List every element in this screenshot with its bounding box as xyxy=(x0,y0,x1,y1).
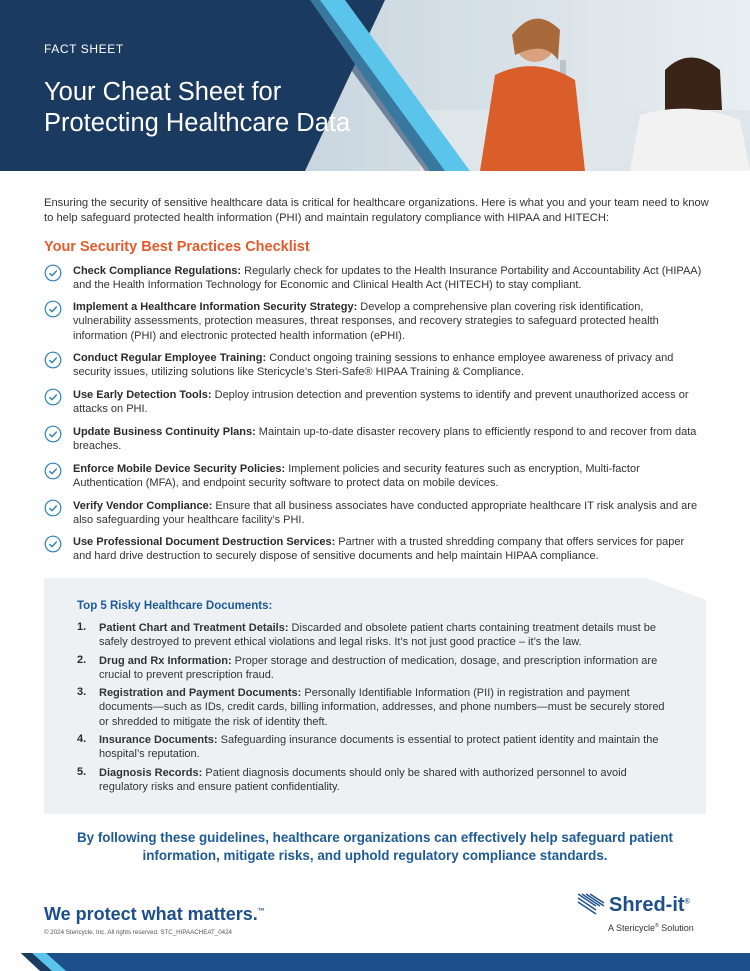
checklist-item-text xyxy=(73,499,704,528)
checklist-heading: Your Security Best Practices Checklist xyxy=(44,239,310,255)
risky-item-number: 3. xyxy=(77,686,87,698)
checklist-item-title: Implement a Healthcare Information Security Strategy: xyxy=(73,301,358,313)
check-circle-icon xyxy=(44,535,62,553)
check-circle-icon xyxy=(44,462,62,480)
copyright-notice: © 2024 Stericycle, Inc. All rights reserved. STC_HIPAACHEAT_0424 xyxy=(44,929,232,936)
checklist-item-text xyxy=(73,388,704,417)
checklist-item-title: Use Professional Document Destruction Services: xyxy=(73,536,336,548)
risky-documents-panel xyxy=(44,578,706,814)
risky-item-number: 1. xyxy=(77,621,87,633)
checklist-item-title: Verify Vendor Compliance: xyxy=(73,500,213,512)
checklist-item-text xyxy=(73,351,704,380)
risky-item-number: 2. xyxy=(77,654,87,666)
checklist-item-body: Implement policies and security features such as encryption, Multi-factor Authentication (MFA), and endpoint security software to protect data on mobile devices. xyxy=(73,463,640,490)
check-circle-icon xyxy=(44,300,62,318)
trademark-mark: ™ xyxy=(257,908,265,915)
risky-item-body: Safeguarding insurance documents is essential to protect patient identity and maintain the hospital’s reputation. xyxy=(99,734,659,761)
check-circle-icon xyxy=(44,388,62,406)
risky-item-body: Proper storage and destruction of medication, dosage, and prescription information are crucial to prevent prescription fraud. xyxy=(99,655,658,682)
check-circle-icon xyxy=(44,499,62,517)
checklist-item-body: Maintain up-to-date disaster recovery plans to efficiently respond to and recover from data breaches. xyxy=(73,426,697,453)
footer-stripe-bar xyxy=(0,953,750,971)
logo-subline xyxy=(608,923,694,933)
logo-sub-text: A Stericycle xyxy=(608,923,656,933)
logo-sub-text: Solution xyxy=(658,923,694,933)
checklist-item-title: Enforce Mobile Device Security Policies: xyxy=(73,463,286,475)
risky-item-number: 4. xyxy=(77,733,87,745)
footer-tagline xyxy=(44,904,265,925)
checklist-item-text xyxy=(73,264,704,293)
checklist-item-body: Develop a comprehensive plan covering risk identification, vulnerability assessments, protection measures, threat responses, and recovery strategies to safeguard protected health information (PHI) and electronic protected health information (ePHI). xyxy=(73,301,659,342)
checklist-item-text xyxy=(73,425,704,454)
check-circle-icon xyxy=(44,264,62,282)
check-circle-icon xyxy=(44,351,62,369)
checklist-item-title: Conduct Regular Employee Training: xyxy=(73,352,267,364)
checklist-item-body: Partner with a trusted shredding company that offers services for paper and hard drive destruction to securely dispose of sensitive documents and help maintain HIPAA compliance. xyxy=(73,536,685,563)
risky-documents-heading: Top 5 Risky Healthcare Documents: xyxy=(77,600,273,612)
registered-mark: ® xyxy=(655,923,659,929)
shred-it-logo xyxy=(576,890,716,940)
checklist-item-title: Check Compliance Regulations: xyxy=(73,265,242,277)
registered-mark: ® xyxy=(684,898,690,906)
check-circle-icon xyxy=(44,425,62,443)
closing-statement: By following these guidelines, healthcare organizations can effectively help safeguard patient information, mitigate risks, and uphold regulatory compliance standards. xyxy=(76,830,674,863)
risky-item-title: Diagnosis Records: xyxy=(99,767,203,779)
checklist-item-text xyxy=(73,300,704,343)
checklist-item-body: Regularly check for updates to the Health Insurance Portability and Accountability Act (HIPAA) and the Health Information Technology for Economic and Clinical Health Act (HITECH) to stay compliant. xyxy=(73,265,702,292)
risky-item-text xyxy=(99,654,677,683)
risky-item-title: Patient Chart and Treatment Details: xyxy=(99,622,289,634)
risky-item-text xyxy=(99,766,677,795)
logo-name: Shred-it xyxy=(609,894,685,916)
risky-item-body: Discarded and obsolete patient charts containing treatment details must be safely destroyed to prevent ethical violations and legal risks. It’s not just good practice – it’s the law. xyxy=(99,622,656,649)
risky-item-number: 5. xyxy=(77,766,87,778)
title-line-1: Your Cheat Sheet for xyxy=(44,78,282,106)
page-title xyxy=(44,77,350,139)
header-banner xyxy=(0,0,750,171)
risky-item-text xyxy=(99,733,677,762)
risky-item-title: Drug and Rx Information: xyxy=(99,655,232,667)
tagline-text: We protect what matters. xyxy=(44,904,258,924)
checklist-item-body: Conduct ongoing training sessions to enhance employee awareness of privacy and security issues, utilizing solutions like Stericycle’s Steri-Safe® HIPAA Training & Compliance. xyxy=(73,352,674,379)
intro-paragraph: Ensuring the security of sensitive healthcare data is critical for healthcare organizations. Here is what you and your team need to know to help safeguard protected health information (PHI) and maintain regulatory compliance with HIPAA and HITECH: xyxy=(44,197,709,224)
risky-item-body: Patient diagnosis documents should only be shared with authorized personnel to avoid regulatory risks and ensure patient confidentiality. xyxy=(99,767,627,794)
panel-corner-accent xyxy=(646,578,706,600)
risky-item-title: Insurance Documents: xyxy=(99,734,218,746)
risky-item-text xyxy=(99,686,677,729)
title-line-2: Protecting Healthcare Data xyxy=(44,109,351,137)
checklist-item-text xyxy=(73,462,704,491)
checklist-item-title: Use Early Detection Tools: xyxy=(73,389,212,401)
risky-item-title: Registration and Payment Documents: xyxy=(99,687,302,699)
risky-item-text xyxy=(99,621,677,650)
checklist-item-title: Update Business Continuity Plans: xyxy=(73,426,256,438)
checklist-item-text xyxy=(73,535,704,564)
risky-item-body: Personally Identifiable Information (PII) in registration and payment documents—such as IDs, credit cards, billing information, addresses, and phone numbers—must be securely stored or shredded to mitigate the risk of identity theft. xyxy=(99,687,665,728)
logo-wordmark xyxy=(609,894,690,917)
shred-it-stripes-icon xyxy=(576,892,606,918)
fact-sheet-label: FACT SHEET xyxy=(44,42,124,56)
checklist-item-body: Ensure that all business associates have conducted appropriate healthcare IT risk analysis and are also safeguarding your healthcare facility’s PHI. xyxy=(73,500,698,527)
checklist-item-body: Deploy intrusion detection and prevention systems to identify and prevent unauthorized access or attacks on PHI. xyxy=(73,389,689,416)
